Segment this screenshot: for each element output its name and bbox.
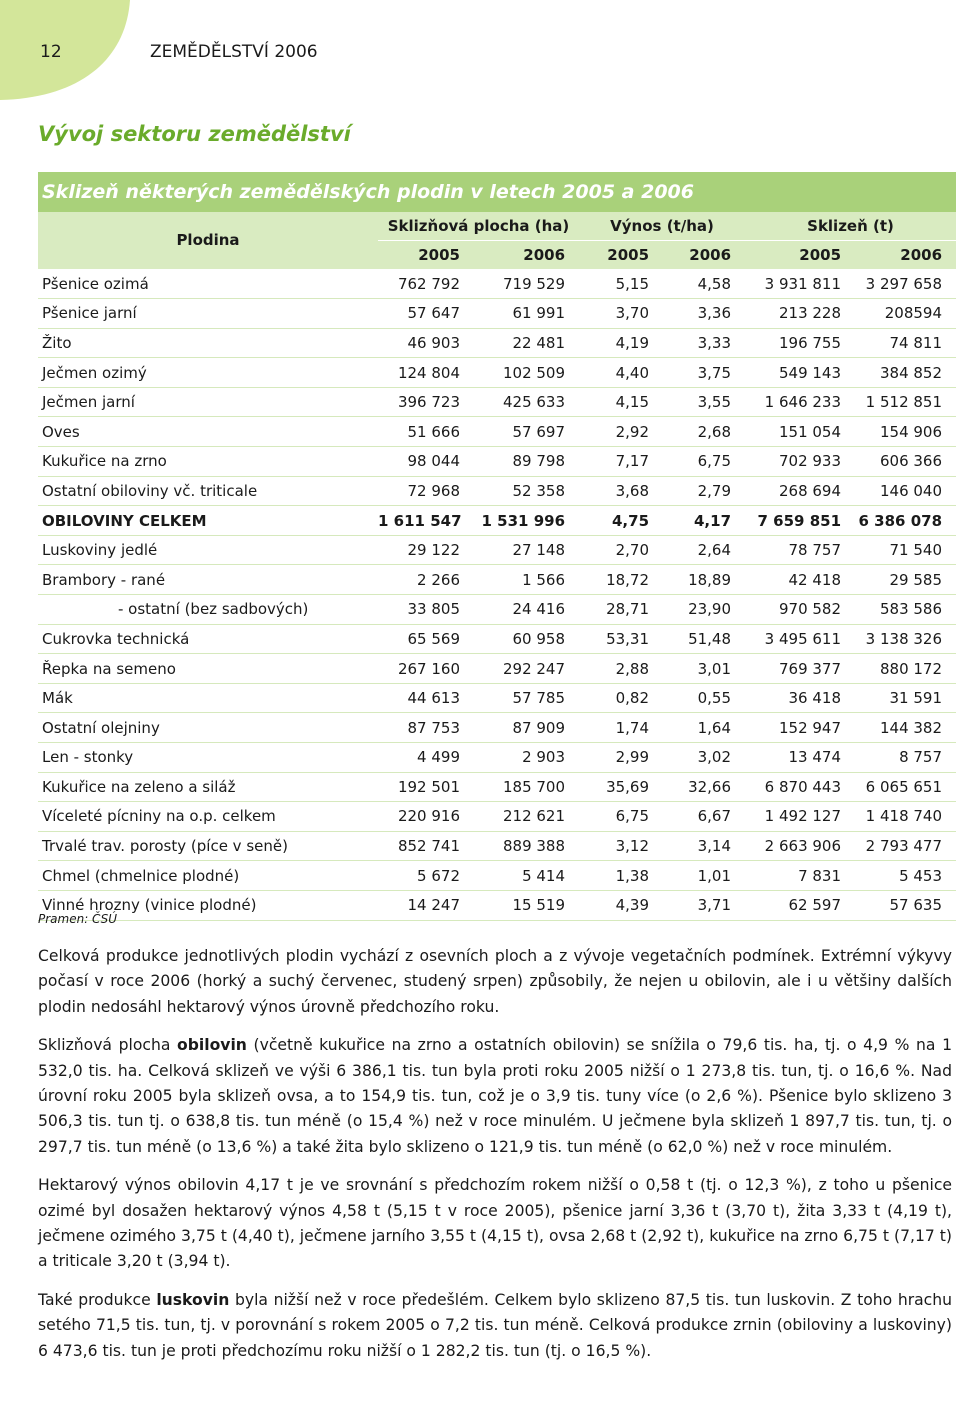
table-cell: 2,70	[579, 535, 663, 565]
year-header: 2006	[855, 241, 956, 270]
table-cell: 5,15	[579, 269, 663, 299]
table-cell: 3,55	[663, 387, 745, 417]
year-header: 2005	[745, 241, 855, 270]
table-cell: 549 143	[745, 358, 855, 388]
table-row	[38, 861, 956, 891]
table-cell: 268 694	[745, 476, 855, 506]
table-cell: 3,70	[579, 299, 663, 329]
table-cell: 220 916	[378, 802, 474, 832]
table-cell: 51,48	[663, 624, 745, 654]
running-title: ZEMĚDĚLSTVÍ 2006	[150, 42, 318, 62]
table-cell: 5 453	[855, 861, 956, 891]
table-cell: 23,90	[663, 595, 745, 625]
table-cell: 71 540	[855, 535, 956, 565]
paragraph-text: byla nižší než v roce předešlém. Celkem bylo sklizeno 87,5 tis. tun luskovin. Z toho hrachu setého 71,5 tis. tun, tj. v porovnání s rokem 2005 o 7,2 tis. tun méně. Celková produkce zrnin (obiloviny a luskoviny) 6 473,6 tis. tun je proti předchozímu roku nižší o 1 282,2 tis. tun (tj. o 16,5 %).	[38, 1290, 953, 1360]
paragraph	[38, 1288, 952, 1364]
table-cell: 7 831	[745, 861, 855, 891]
crop-name: Kukuřice na zrno	[38, 447, 378, 477]
year-header: 2005	[378, 241, 474, 270]
table-cell: 606 366	[855, 447, 956, 477]
table-cell: 1 611 547	[378, 506, 474, 536]
table-cell: 6,67	[663, 802, 745, 832]
table-cell: 196 755	[745, 328, 855, 358]
table-cell: 3 495 611	[745, 624, 855, 654]
table-cell: 3,14	[663, 831, 745, 861]
table-cell: 4 499	[378, 743, 474, 773]
table-row	[38, 743, 956, 773]
source-note: Pramen: ČSÚ	[38, 912, 118, 926]
table-cell: 396 723	[378, 387, 474, 417]
year-header: 2006	[474, 241, 579, 270]
crop-name: Víceleté pícniny na o.p. celkem	[38, 802, 378, 832]
table-cell: 769 377	[745, 654, 855, 684]
table-cell: 15 519	[474, 890, 579, 920]
table-cell: 74 811	[855, 328, 956, 358]
crop-name: Ječmen jarní	[38, 387, 378, 417]
table-cell: 32,66	[663, 772, 745, 802]
table-cell: 192 501	[378, 772, 474, 802]
crop-name: Vinné hrozny (vinice plodné)	[38, 890, 378, 920]
table-cell: 425 633	[474, 387, 579, 417]
table-cell: 151 054	[745, 417, 855, 447]
table-cell: 6,75	[579, 802, 663, 832]
body-text	[38, 944, 952, 1377]
table-cell: 1 492 127	[745, 802, 855, 832]
table-cell: 36 418	[745, 683, 855, 713]
harvest-table	[38, 212, 956, 921]
crop-name: Len - stonky	[38, 743, 378, 773]
table-cell: 18,72	[579, 565, 663, 595]
crop-name: Řepka na semeno	[38, 654, 378, 684]
table-cell: 154 906	[855, 417, 956, 447]
table-row	[38, 358, 956, 388]
table-row	[38, 772, 956, 802]
table-cell: 24 416	[474, 595, 579, 625]
table-row	[38, 802, 956, 832]
table-cell: 1 566	[474, 565, 579, 595]
table-cell: 57 697	[474, 417, 579, 447]
paragraph-text: Také produkce	[38, 1290, 157, 1309]
column-header-plodina: Plodina	[38, 212, 378, 269]
crop-name: Kukuřice na zeleno a siláž	[38, 772, 378, 802]
crop-name: Mák	[38, 683, 378, 713]
table-cell: 35,69	[579, 772, 663, 802]
table-cell: 2,79	[663, 476, 745, 506]
table-row	[38, 299, 956, 329]
table-cell: 970 582	[745, 595, 855, 625]
paragraph	[38, 1173, 952, 1275]
table-cell: 3,68	[579, 476, 663, 506]
table-cell: 27 148	[474, 535, 579, 565]
table-cell: 1 646 233	[745, 387, 855, 417]
table-cell: 6,75	[663, 447, 745, 477]
table-cell: 5 414	[474, 861, 579, 891]
crop-name: Cukrovka technická	[38, 624, 378, 654]
table-body	[38, 269, 956, 920]
page-number: 12	[40, 42, 62, 62]
table-row	[38, 535, 956, 565]
table-cell: 57 785	[474, 683, 579, 713]
table-cell: 702 933	[745, 447, 855, 477]
table-row	[38, 328, 956, 358]
table-cell: 1,64	[663, 713, 745, 743]
table-cell: 3,36	[663, 299, 745, 329]
table-cell: 3 931 811	[745, 269, 855, 299]
paragraph	[38, 1033, 952, 1160]
table-cell: 2 266	[378, 565, 474, 595]
table-cell: 3,02	[663, 743, 745, 773]
table-cell: 87 909	[474, 713, 579, 743]
crop-name: Trvalé trav. porosty (píce v seně)	[38, 831, 378, 861]
table-cell: 3,75	[663, 358, 745, 388]
table-cell: 22 481	[474, 328, 579, 358]
table-row	[38, 387, 956, 417]
table-cell: 29 585	[855, 565, 956, 595]
table-cell: 889 388	[474, 831, 579, 861]
table-cell: 61 991	[474, 299, 579, 329]
table-cell: 3,71	[663, 890, 745, 920]
table-cell: 208594	[855, 299, 956, 329]
table-cell: 880 172	[855, 654, 956, 684]
table-cell: 1 531 996	[474, 506, 579, 536]
table-cell: 28,71	[579, 595, 663, 625]
harvest-table-block	[38, 172, 956, 921]
table-cell: 2,92	[579, 417, 663, 447]
crop-name: - ostatní (bez sadbových)	[38, 595, 378, 625]
table-row	[38, 269, 956, 299]
year-header: 2005	[579, 241, 663, 270]
table-row	[38, 683, 956, 713]
column-group-plocha: Sklizňová plocha (ha)	[378, 212, 579, 241]
paragraph	[38, 944, 952, 1020]
table-cell: 13 474	[745, 743, 855, 773]
table-row	[38, 476, 956, 506]
table-row	[38, 624, 956, 654]
table-cell: 44 613	[378, 683, 474, 713]
table-cell: 583 586	[855, 595, 956, 625]
table-cell: 6 870 443	[745, 772, 855, 802]
table-cell: 8 757	[855, 743, 956, 773]
table-cell: 60 958	[474, 624, 579, 654]
table-cell: 2 793 477	[855, 831, 956, 861]
table-row	[38, 831, 956, 861]
table-row	[38, 890, 956, 920]
emphasis-term: obilovin	[177, 1036, 247, 1055]
table-cell: 2,88	[579, 654, 663, 684]
table-cell: 53,31	[579, 624, 663, 654]
paragraph-text: (včetně kukuřice na zrno a ostatních obilovin) se snížila o 79,6 tis. ha, tj. o 4,9 % na 1 532,0 tis. ha. Celková sklizeň ve výši 6 386,1 tis. tun byla proti roku 2005 nižší o 1 273,8 tis. tun, tj. o 16,6 %. Nad úrovní roku 2005 byla sklizeň ovsa, a to 154,9 tis. tun, což je o 3,9 tis. tuny více (o 2,6 %). Pšenice bylo sklizeno 3 506,3 tis. tun tj. o 638,8 tis. tun méně (o 15,4 %) než v roce minulém. U ječmene byla sklizeň 1 897,7 tis. tun, tj. o 297,7 tis. tun méně (o 13,6 %) a také žita bylo sklizeno o 121,9 tis. tun méně (o 62,0 %) než v roce minulém.	[38, 1036, 952, 1156]
corner-decoration	[0, 0, 130, 100]
table-cell: 4,15	[579, 387, 663, 417]
table-row	[38, 713, 956, 743]
table-cell: 3,12	[579, 831, 663, 861]
table-cell: 62 597	[745, 890, 855, 920]
column-group-sklizen: Sklizeň (t)	[745, 212, 956, 241]
table-cell: 18,89	[663, 565, 745, 595]
crop-name: Ostatní obiloviny vč. triticale	[38, 476, 378, 506]
table-cell: 185 700	[474, 772, 579, 802]
crop-name: Pšenice jarní	[38, 299, 378, 329]
table-cell: 4,58	[663, 269, 745, 299]
table-cell: 0,82	[579, 683, 663, 713]
table-cell: 267 160	[378, 654, 474, 684]
table-row	[38, 595, 956, 625]
table-cell: 3 138 326	[855, 624, 956, 654]
table-cell: 5 672	[378, 861, 474, 891]
column-group-vynos: Výnos (t/ha)	[579, 212, 745, 241]
table-row	[38, 417, 956, 447]
table-cell: 2,68	[663, 417, 745, 447]
table-cell: 102 509	[474, 358, 579, 388]
table-cell: 7,17	[579, 447, 663, 477]
table-cell: 1,38	[579, 861, 663, 891]
paragraph-text: Celková produkce jednotlivých plodin vychází z osevních ploch a z vývoje vegetačních podmínek. Extrémní výkyvy počasí v roce 2006 (horký a suchý červenec, studený srpen) způsobily, že nejen u obilovin, ale i u většiny dalších plodin nedosáhl hektarový výnos úrovně předchozího roku.	[38, 947, 952, 1016]
paragraph-text: Hektarový výnos obilovin 4,17 t je ve srovnání s předchozím rokem nižší o 0,58 t (tj. o 12,3 %), z toho u pšenice ozimé byl dosažen hektarový výnos 4,58 t (5,15 t v roce 2005), pšenice jarní 3,36 t (3,70 t), žita 3,33 t (4,19 t), ječmene ozimého 3,75 t (4,40 t), ječmene jarního 3,55 t (4,15 t), ovsa 2,68 t (2,92 t), kukuřice na zrno 6,75 t (7,17 t) a triticale 3,20 t (3,94 t).	[38, 1176, 952, 1271]
table-cell: 4,39	[579, 890, 663, 920]
table-cell: 14 247	[378, 890, 474, 920]
table-cell: 89 798	[474, 447, 579, 477]
crop-name: Žito	[38, 328, 378, 358]
table-cell: 146 040	[855, 476, 956, 506]
table-cell: 42 418	[745, 565, 855, 595]
crop-name: Ječmen ozimý	[38, 358, 378, 388]
crop-name: Ostatní olejniny	[38, 713, 378, 743]
table-cell: 31 591	[855, 683, 956, 713]
table-cell: 384 852	[855, 358, 956, 388]
table-cell: 65 569	[378, 624, 474, 654]
table-cell: 1,74	[579, 713, 663, 743]
table-cell: 3,33	[663, 328, 745, 358]
section-title: Vývoj sektoru zemědělství	[38, 122, 351, 146]
crop-name: OBILOVINY CELKEM	[38, 506, 378, 536]
table-cell: 124 804	[378, 358, 474, 388]
table-cell: 2 903	[474, 743, 579, 773]
table-cell: 29 122	[378, 535, 474, 565]
table-cell: 152 947	[745, 713, 855, 743]
table-cell: 51 666	[378, 417, 474, 447]
table-cell: 762 792	[378, 269, 474, 299]
table-cell: 72 968	[378, 476, 474, 506]
table-cell: 7 659 851	[745, 506, 855, 536]
crop-name: Pšenice ozimá	[38, 269, 378, 299]
year-header: 2006	[663, 241, 745, 270]
crop-name: Oves	[38, 417, 378, 447]
crop-name: Luskoviny jedlé	[38, 535, 378, 565]
table-cell: 1,01	[663, 861, 745, 891]
paragraph-text: Sklizňová plocha	[38, 1036, 177, 1055]
table-cell: 46 903	[378, 328, 474, 358]
table-row	[38, 565, 956, 595]
table-cell: 4,75	[579, 506, 663, 536]
table-cell: 3,01	[663, 654, 745, 684]
table-cell: 87 753	[378, 713, 474, 743]
table-cell: 1 418 740	[855, 802, 956, 832]
table-cell: 57 635	[855, 890, 956, 920]
table-cell: 3 297 658	[855, 269, 956, 299]
table-cell: 57 647	[378, 299, 474, 329]
table-cell: 4,17	[663, 506, 745, 536]
table-cell: 52 358	[474, 476, 579, 506]
table-cell: 2,99	[579, 743, 663, 773]
table-cell: 2,64	[663, 535, 745, 565]
table-cell: 6 065 651	[855, 772, 956, 802]
table-cell: 98 044	[378, 447, 474, 477]
table-row	[38, 506, 956, 536]
table-row	[38, 654, 956, 684]
table-cell: 212 621	[474, 802, 579, 832]
table-cell: 6 386 078	[855, 506, 956, 536]
table-cell: 852 741	[378, 831, 474, 861]
table-cell: 144 382	[855, 713, 956, 743]
table-cell: 719 529	[474, 269, 579, 299]
table-cell: 33 805	[378, 595, 474, 625]
table-cell: 1 512 851	[855, 387, 956, 417]
emphasis-term: luskovin	[156, 1290, 230, 1309]
table-cell: 4,19	[579, 328, 663, 358]
table-cell: 213 228	[745, 299, 855, 329]
crop-name: Chmel (chmelnice plodné)	[38, 861, 378, 891]
table-cell: 4,40	[579, 358, 663, 388]
table-row	[38, 447, 956, 477]
table-cell: 292 247	[474, 654, 579, 684]
table-title: Sklizeň některých zemědělských plodin v letech 2005 a 2006	[38, 172, 956, 212]
crop-name: Brambory - rané	[38, 565, 378, 595]
table-cell: 78 757	[745, 535, 855, 565]
table-cell: 0,55	[663, 683, 745, 713]
table-cell: 2 663 906	[745, 831, 855, 861]
